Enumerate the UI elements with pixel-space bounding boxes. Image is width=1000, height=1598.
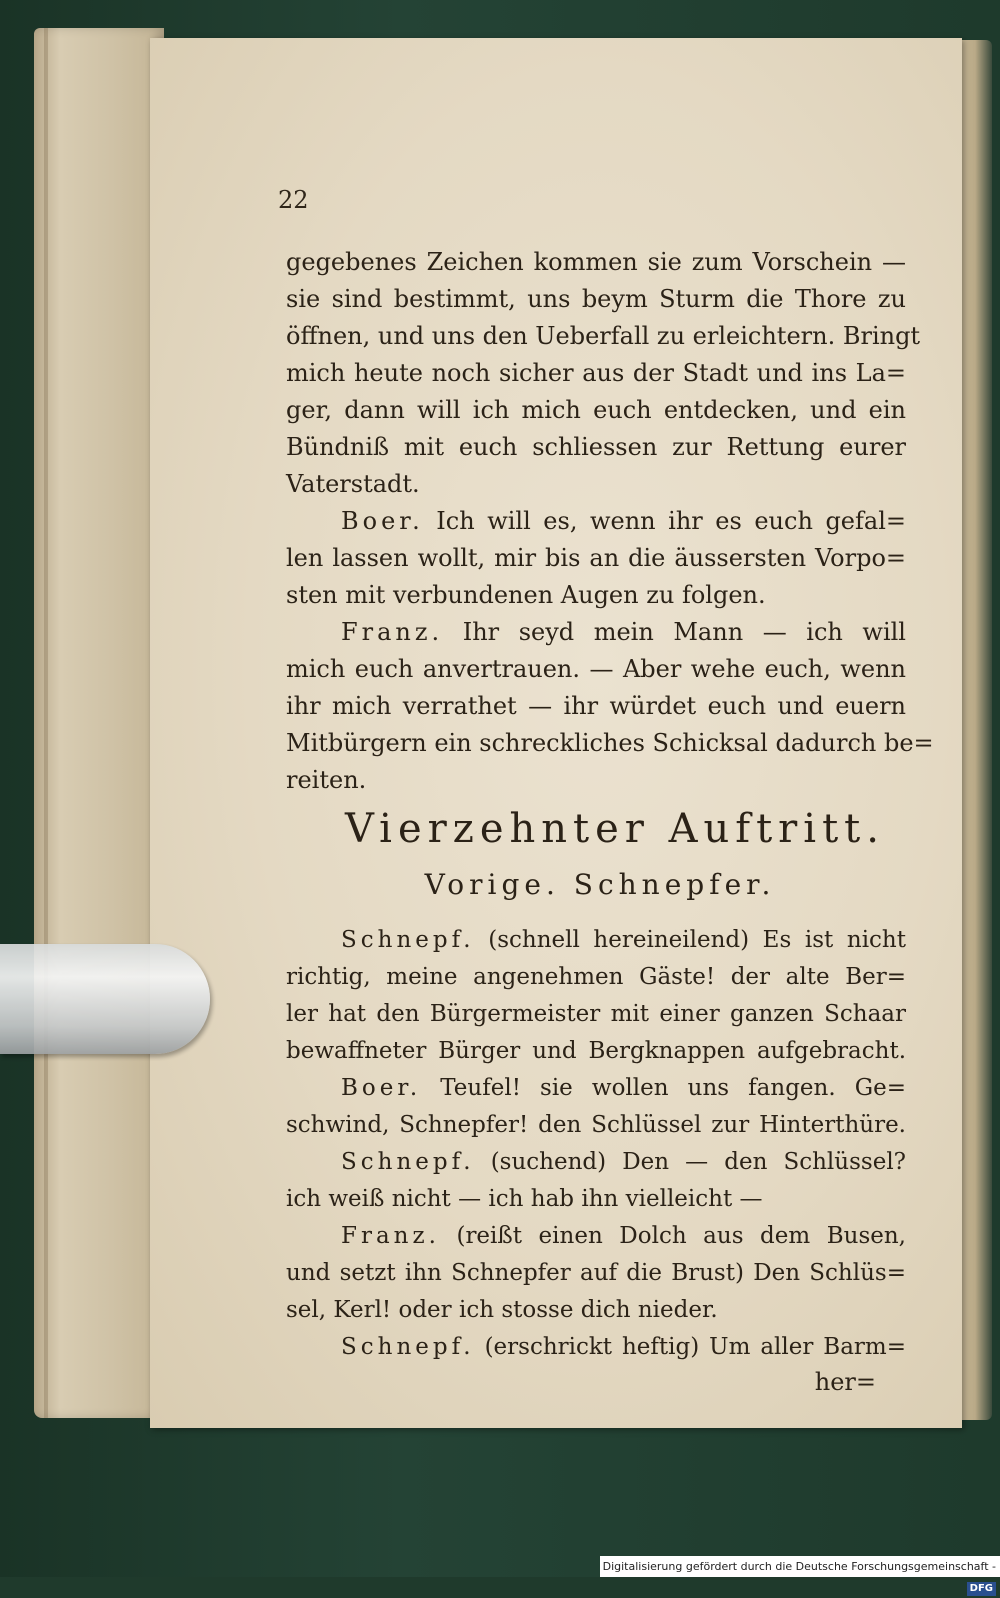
text-line	[286, 318, 921, 355]
speaker-name: Boer.	[341, 507, 424, 535]
text-line	[286, 503, 906, 540]
text-line	[286, 959, 906, 996]
text-line	[286, 355, 906, 392]
speaker-name: Boer.	[341, 1075, 422, 1101]
text-line	[286, 1033, 906, 1070]
text-line	[286, 651, 906, 688]
scene-heading: Vierzehnter Auftritt.	[345, 806, 885, 852]
text-line	[286, 466, 906, 503]
line-text: (suchend) Den — den Schlüssel?	[490, 1149, 907, 1175]
text-line	[286, 1107, 906, 1144]
dfg-logo-badge: DFG	[967, 1582, 996, 1596]
text-line	[286, 281, 906, 318]
text-line	[286, 1292, 906, 1329]
footer-text: Digitalisierung gefördert durch die Deutsche Forschungsgemeinschaft -	[602, 1560, 996, 1573]
text-line	[286, 429, 906, 466]
text-line	[286, 996, 906, 1033]
line-text: Bündniß mit euch schliessen zur Rettung eurer	[286, 433, 906, 461]
text-line	[286, 1218, 906, 1255]
text-line	[286, 392, 906, 429]
speaker-name: Schnepf.	[341, 1149, 475, 1175]
text-line	[286, 762, 906, 799]
line-text: ihr mich verrathet — ihr würdet euch und euern	[286, 692, 906, 720]
scene-characters: Vorige. Schnepfer.	[424, 868, 776, 901]
catchword: her=	[814, 1368, 876, 1396]
speaker-name: Schnepf.	[341, 1334, 475, 1360]
book-page-stack-edge	[34, 28, 164, 1418]
line-text: (schnell hereineilend) Es ist nicht	[488, 927, 906, 953]
text-line	[286, 1329, 906, 1366]
line-text: gegebenes Zeichen kommen sie zum Vorschein —	[286, 248, 906, 276]
line-text: öffnen, und uns den Ueberfall zu erleichtern. Bringt	[286, 322, 921, 350]
text-block-bottom	[286, 922, 906, 1366]
text-line	[286, 688, 906, 725]
line-text: bewaffneter Bürger und Bergknappen aufgebracht.	[286, 1038, 906, 1064]
line-text: len lassen wollt, mir bis an die äussersten Vorpo=	[286, 544, 906, 572]
line-text: ger, dann will ich mich euch entdecken, und ein	[286, 396, 906, 424]
line-text: und setzt ihn Schnepfer auf die Brust) Den Schlüs=	[286, 1260, 906, 1286]
text-line	[286, 922, 906, 959]
line-text: Ihr seyd mein Mann — ich will	[462, 618, 906, 646]
line-text: (reißt einen Dolch aus dem Busen,	[456, 1223, 906, 1249]
line-text: Mitbürgern ein schreckliches Schicksal dadurch be=	[286, 729, 934, 757]
line-text: ich weiß nicht — ich hab ihn vielleicht —	[286, 1186, 763, 1212]
text-line	[286, 1255, 906, 1292]
text-line	[286, 614, 906, 651]
text-block-top	[286, 244, 934, 799]
speaker-name: Franz.	[341, 618, 444, 646]
text-line	[286, 540, 906, 577]
text-line	[286, 577, 906, 614]
page-clip-marker	[0, 944, 210, 1054]
speaker-name: Franz.	[341, 1223, 440, 1249]
line-text: sie sind bestimmt, uns beym Sturm die Thore zu	[286, 285, 906, 313]
line-text: Ich will es, wenn ihr es euch gefal=	[436, 507, 906, 535]
text-line	[286, 1070, 906, 1107]
speaker-name: Schnepf.	[341, 927, 475, 953]
line-text: Teufel! sie wollen uns fangen. Ge=	[440, 1075, 906, 1101]
line-text: sten mit verbundenen Augen zu folgen.	[286, 581, 766, 609]
line-text: richtig, meine angenehmen Gäste! der alte Ber=	[286, 964, 906, 990]
line-text: reiten.	[286, 766, 367, 794]
text-line	[286, 1181, 906, 1218]
line-text: mich euch anvertrauen. — Aber wehe euch, wenn	[286, 655, 906, 683]
text-line	[286, 1144, 906, 1181]
line-text: ler hat den Bürgermeister mit einer ganzen Schaar	[286, 1001, 906, 1027]
page-number: 22	[278, 186, 309, 214]
line-text: (erschrickt heftig) Um aller Barm=	[484, 1334, 906, 1360]
text-line	[286, 725, 934, 762]
text-line	[286, 244, 906, 281]
line-text: mich heute noch sicher aus der Stadt und ins La=	[286, 359, 906, 387]
digitization-footer	[600, 1556, 1000, 1594]
line-text: Vaterstadt.	[286, 470, 420, 498]
line-text: schwind, Schnepfer! den Schlüssel zur Hinterthüre.	[286, 1112, 906, 1138]
line-text: sel, Kerl! oder ich stosse dich nieder.	[286, 1297, 718, 1323]
